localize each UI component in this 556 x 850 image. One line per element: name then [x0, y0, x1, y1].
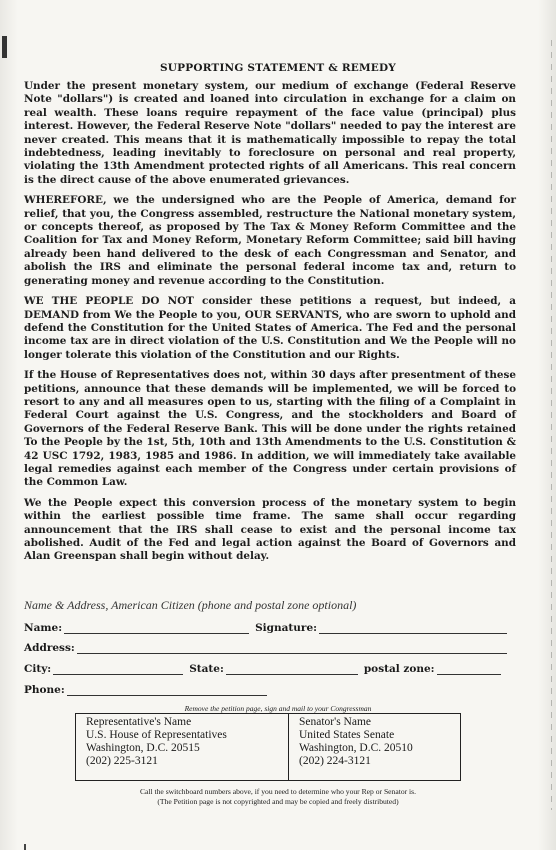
rep-phone-line: (202) 225-3121: [86, 755, 158, 767]
paragraph-expectation: We the People expect this conversion process of the monetary system to begin within the earliest possible time frame. The same shall occur regarding announcement that the IRS shall cease to exist and the personal income tax abolished. Audit of the Fed and legal action against the Board of Governors and Alan Greenspan shall begin without delay.: [24, 496, 516, 563]
name-label: Name:: [24, 622, 63, 634]
footnote: [0, 787, 556, 807]
mailing-address-box: [75, 713, 461, 781]
scan-mark: [24, 844, 26, 850]
footnote-line-2: (The Petition page is not copyrighted and may be copied and freely distributed): [157, 797, 399, 806]
form-heading: Name & Address, American Citizen (phone and postal zone optional): [24, 598, 357, 612]
statement-body: [24, 80, 516, 571]
sen-name-line: Senator's Name: [299, 716, 372, 728]
signature-field[interactable]: [319, 621, 507, 634]
city-state-row: [24, 659, 516, 675]
representative-address: [76, 714, 289, 780]
sen-city-line: Washington, D.C. 20510: [299, 742, 413, 754]
mail-instruction: Remove the petition page, sign and mail to your Congressman: [184, 704, 372, 713]
rep-house-line: U.S. House of Representatives: [86, 729, 227, 741]
sen-phone-line: (202) 224-3121: [299, 755, 371, 767]
phone-label: Phone:: [24, 684, 65, 696]
phone-row: [24, 680, 516, 696]
binding-mark: [2, 36, 7, 58]
name-field[interactable]: [64, 621, 249, 634]
postal-field[interactable]: [437, 662, 501, 675]
signature-label: Signature:: [255, 622, 318, 634]
state-field[interactable]: [226, 662, 358, 675]
paragraph-monetary-system: Under the present monetary system, our medium of exchange (Federal Reserve Note "dollars") is created and loaned into circulation in exchange for a claim on real wealth. These loans require repayment of the face value (principal) plus interest. However, the Federal Reserve Note "dollars" needed to pay the interest are never created. This means that it is mathematically impossible to repay the total indebtedness, leading inevitably to foreclosure on personal and real property, violating the 13th Amendment protected rights of all Americans. This real concern is the direct cause of the above enumerated grievances.: [24, 80, 516, 186]
rep-city-line: Washington, D.C. 20515: [86, 742, 200, 754]
page-edge: [551, 40, 552, 810]
footnote-line-1: Call the switchboard numbers above, if you need to determine who your Rep or Senator is.: [139, 787, 417, 796]
address-field[interactable]: [77, 641, 507, 654]
paragraph-legal-action: If the House of Representatives does not, within 30 days after presentment of these petitions, announce that these demands will be implemented, we will be forced to resort to any and all measures open to us, starting with the filing of a Complaint in Federal Court against the U.S. Congress, and the stockholders and Board of Governors of the Federal Reserve Bank. This will be done under the rights retained To the People by the 1st, 5th, 10th and 13th Amendments to the U.S. Constitution & 42 USC 1792, 1983, 1985 and 1986. In addition, we will immediately take available legal remedies against each member of the Congress under certain provisions of the Common Law.: [24, 369, 516, 489]
paragraph-demand: WE THE PEOPLE DO NOT consider these petitions a request, but indeed, a DEMAND from We the People to you, OUR SERVANTS, who are sworn to uphold and defend the Constitution for the United States of America. The Fed and the personal income tax are in direct violation of the U.S. Constitution and We the People will no longer tolerate this violation of the Constitution and our Rights.: [24, 295, 516, 361]
city-label: City:: [24, 663, 52, 675]
address-row: [24, 638, 516, 654]
rep-name-line: Representative's Name: [86, 716, 192, 728]
phone-field[interactable]: [67, 683, 267, 696]
paragraph-wherefore: WHEREFORE, we the undersigned who are the People of America, demand for relief, that you, the Congress assembled, restructure the National monetary system, or concepts thereof, as proposed by The Tax & Money Reform Committee and the Coalition for Tax and Money Reform, Monetary Reform Committee; said bill having already been hand delivered to the desk of each Congressman and Senator, and abolish the IRS and eliminate the personal federal income tax and, return to generating money and revenue according to the Constitution.: [24, 194, 516, 287]
postal-label: postal zone:: [363, 663, 435, 675]
address-label: Address:: [24, 642, 75, 654]
sen-senate-line: United States Senate: [299, 729, 395, 741]
state-label: State:: [189, 663, 224, 675]
senator-address: [289, 714, 423, 780]
name-signature-row: [24, 618, 516, 634]
page-title: SUPPORTING STATEMENT & REMEDY: [160, 62, 396, 74]
city-field[interactable]: [53, 662, 183, 675]
